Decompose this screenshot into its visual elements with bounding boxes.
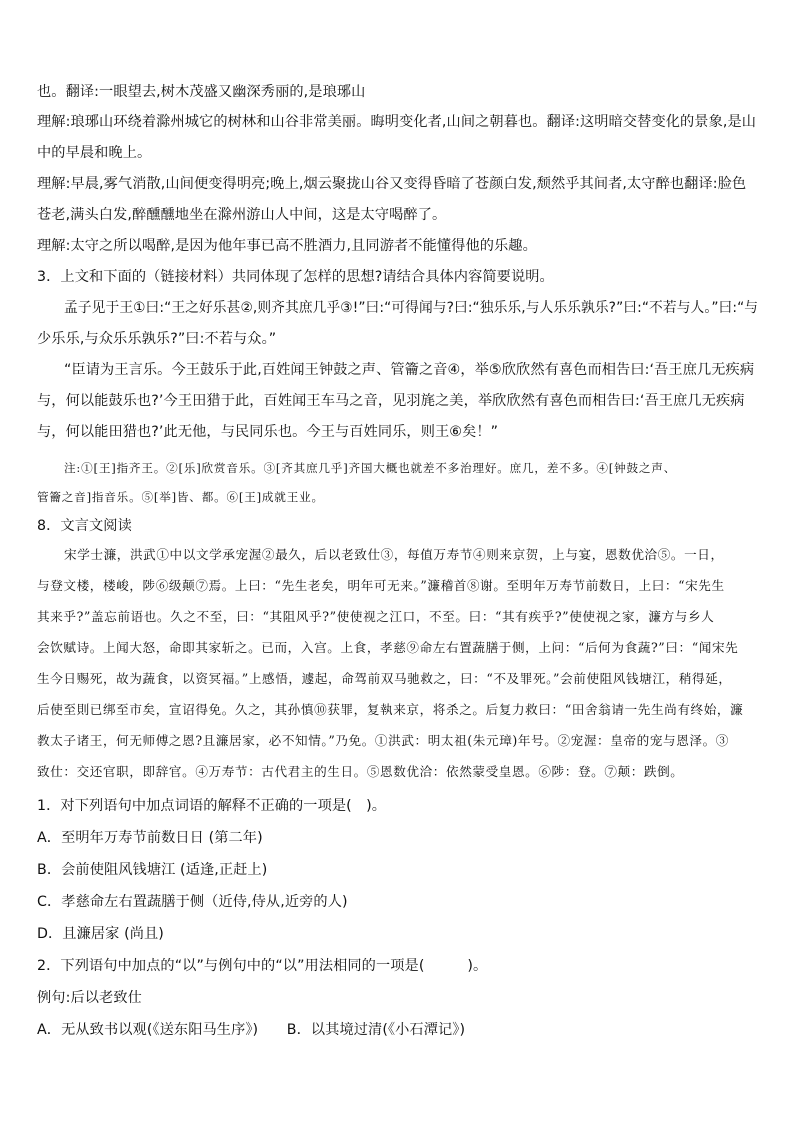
option-a: A．至明年万寿节前数日日 (第二年) [37,830,263,846]
section-heading: 8．文言文阅读 [37,518,132,534]
text-line: 致仕：交还官职，即辞官。④万寿节：古代君主的生日。⑤恩数优洽：依然蒙受皇恩。⑥陟：登。⑦颠：跌倒。 [37,764,684,779]
text-line: 与登文楼，楼峻，陟⑥级颠⑦焉。上曰：“先生老矣，明年可无来。”濂稽首⑧谢。至明年万寿节前数日，上曰：“宋先生 [37,578,725,593]
text-line: 孟子见于王①曰:“王之好乐甚②,则齐其庶几乎③!”曰:“可得闻与?曰:“独乐乐,与人乐乐孰乐?”曰:“不若与人。”曰:“与 [64,300,759,316]
text-line: 后使至則已绑至市矣，宣诏得免。久之，其孙慎⑩获罪，复執来京，将杀之。后复力救曰：“田舍翁请一先生尚有终始，濂 [37,702,744,717]
text-line: 少乐乐,与众乐乐孰乐?”曰:不若与众。” [37,331,277,347]
question-heading: 3．上文和下面的（链接材料）共同体现了怎样的思想?请结合具体内容简要说明。 [37,269,554,285]
option-c: C．孝慈命左右置蔬膳于侧（近侍,侍从,近旁的人) [37,894,348,910]
text-line: 中的早晨和晚上。 [37,145,152,161]
text-line: “臣请为王言乐。今王鼓乐于此,百姓闻王钟鼓之声、管籥之音④，举⑤欣欣然有喜色而相告曰:‘吾王庶几无疾病 [64,362,755,378]
example-sentence: 例句:后以老致仕 [37,990,142,1006]
text-line: 苍老,满头白发,醉醺醺地坐在滁州游山人中间，这是太守喝醉了。 [37,207,447,223]
footnote-line: 注:①[王]指齐王。②[乐]欣赏音乐。③[齐其庶几乎]齐国大概也就差不多治理好。庶几，差不多。④[钟鼓之声、 [64,461,677,475]
question-2: 2．下列语句中加点的“以”与例句中的“以”用法相同的一项是( )。 [37,958,488,974]
option-b: B．会前使阻风钱塘江 (适逢,正赶上) [37,862,268,878]
text-line: 也。翻译:一眼望去,树木茂盛又幽深秀丽的,是琅琊山 [37,84,366,100]
text-line: 其来乎?”盖忘前语也。久之不至，曰：“其阻风乎?”使使视之江口，不至。曰：“其有疾乎?”使使视之家，濂方与乡人 [37,609,715,624]
text-line: 教太子诸王，何无师傅之恩?且濂居家，必不知情。”乃免。①洪武：明太祖(朱元璋)年号。②宠渥：皇帝的宠与恩泽。③ [37,733,729,748]
option-d: D．且濂居家 (尚且) [37,926,164,942]
footnote-line: 管籥之音]指音乐。⑤[举]皆、都。⑥[王]成就王业。 [37,490,324,504]
text-line: 会饮赋诗。上闻大怒，命即其家斩之。已而，入宫。上食，孝慈⑨命左右置蔬膳于侧，上问：“后何为食蔬?”曰：“闻宋先 [37,640,739,655]
question-1: 1．对下列语句中加点词语的解释不正确的一项是( )。 [37,798,387,814]
text-line: 理解:太守之所以喝醉,是因为他年事已高不胜酒力,且同游者不能懂得他的乐趣。 [37,238,537,254]
text-line: 理解:早晨,雾气消散,山间便变得明亮;晚上,烟云聚拢山谷又变得昏暗了苍颜白发,颓然乎其间者,太守醉也翻译:脸色 [37,176,747,192]
text-line: 与，何以能鼓乐也?’今王田猎于此，百姓闻王车马之音，见羽旄之美，举欣欣然有喜色而相告曰:‘吾王庶几无疾病 [37,393,745,409]
text-line: 生今日赐死，故为蔬食，以资冥福。”上感悟，遽起，命驾前双马驰救之，曰：“不及罪死。”会前使阻风钱塘江，稍得延， [37,671,732,686]
text-line: 宋学士濂，洪武①中以文学承宠渥②最久，后以老致仕③，每值万寿节④则来京贺，上与宴，恩数优洽⑤。一日， [64,547,724,562]
options-ab: A．无从致书以观(《送东阳马生序》) B．以其境过清(《小石潭记》) [37,1022,466,1038]
text-line: 与，何以能田猎也?’此无他，与民同乐也。今王与百姓同乐，则王⑥矣！” [37,424,499,440]
text-line: 理解:琅琊山环绕着滁州城它的树林和山谷非常美丽。晦明变化者,山间之朝暮也。翻译:这明暗交替变化的景象,是山 [37,114,757,130]
